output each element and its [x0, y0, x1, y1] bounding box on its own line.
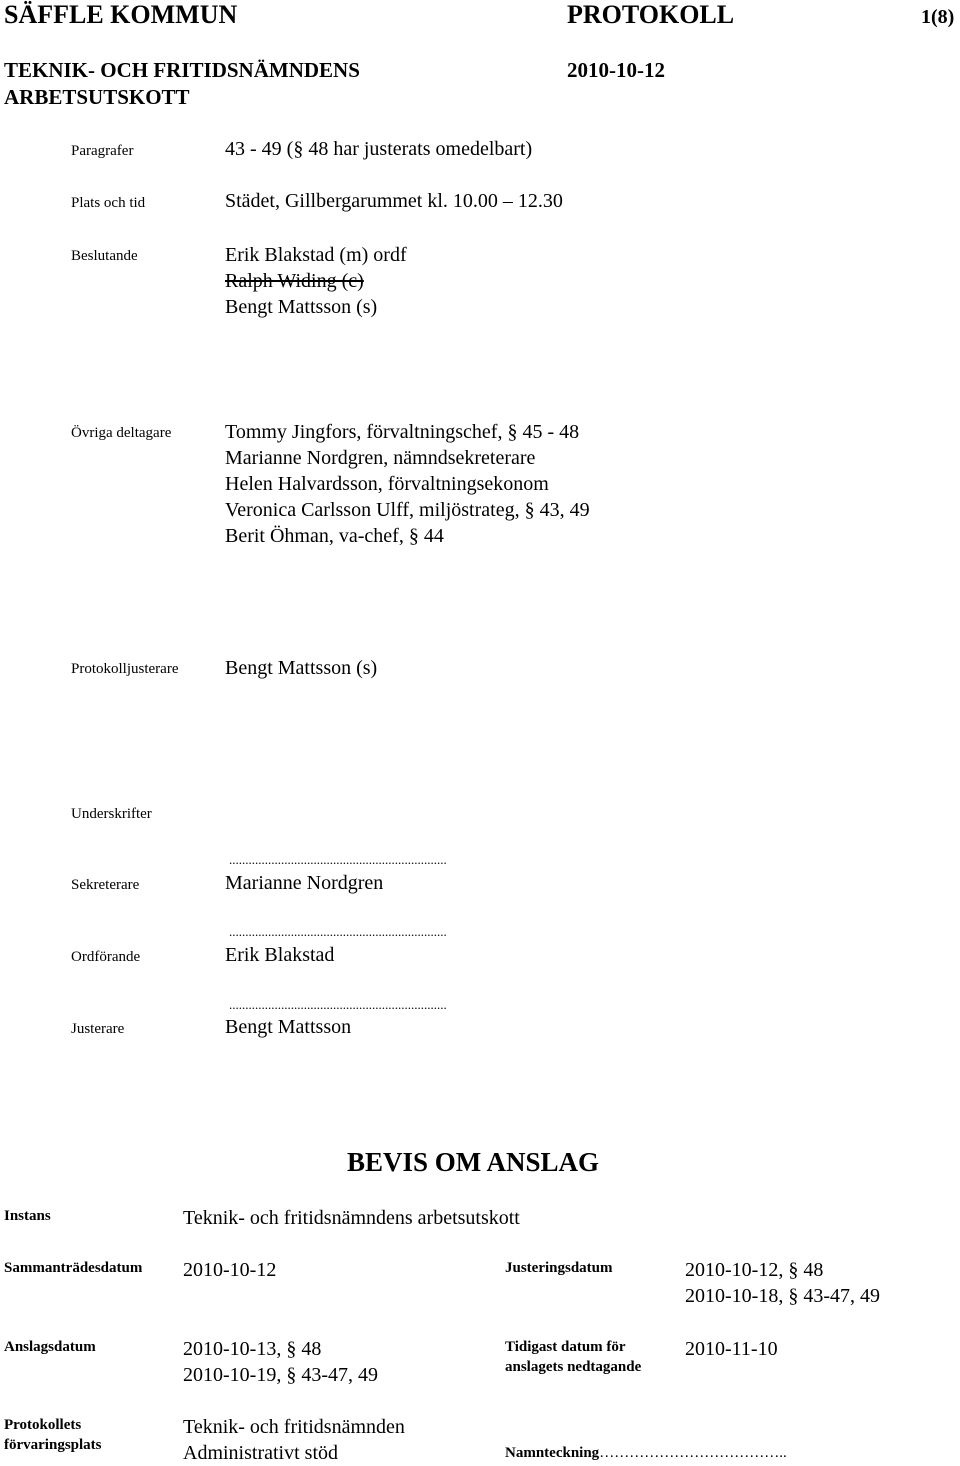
anslagsdatum-value: 2010-10-19, § 43-47, 49: [183, 1364, 378, 1386]
forvaring-label: Protokollets: [4, 1417, 82, 1433]
signature-role-label: Ordförande: [71, 949, 141, 965]
page-number: 1(8): [921, 6, 955, 28]
anslagsdatum-label: Anslagsdatum: [4, 1339, 96, 1355]
namnteckning-line: ………………………………..: [599, 1445, 787, 1461]
underskrifter-heading: Underskrifter: [71, 806, 152, 822]
namnteckning-field: [505, 1445, 787, 1462]
tidigast-value: 2010-11-10: [685, 1338, 778, 1360]
signature-line: ...................................................................: [229, 997, 447, 1012]
ovriga-participant: Tommy Jingfors, förvaltningschef, § 45 - 48: [225, 421, 580, 443]
plats-value: Städet, Gillbergarummet kl. 10.00 – 12.30: [225, 190, 563, 212]
paragrafer-label: Paragrafer: [71, 143, 134, 159]
tidigast-label: Tidigast datum för: [505, 1339, 626, 1355]
justeringsdatum-value: 2010-10-18, § 43-47, 49: [685, 1285, 880, 1307]
forvaring-value: Administrativt stöd: [183, 1442, 338, 1464]
plats-label: Plats och tid: [71, 195, 146, 211]
document-type: PROTOKOLL: [567, 0, 735, 29]
instans-value: Teknik- och fritidsnämndens arbetsutskott: [183, 1207, 520, 1229]
beslutande-member-struck: Ralph Widing (c): [225, 270, 364, 292]
meeting-date: 2010-10-12: [567, 58, 665, 82]
anslagsdatum-value: 2010-10-13, § 48: [183, 1338, 322, 1360]
ovriga-label: Övriga deltagare: [71, 425, 172, 441]
justeringsdatum-label: Justeringsdatum: [505, 1260, 613, 1276]
municipality-name: SÄFFLE KOMMUN: [4, 0, 238, 29]
signature-line: ...................................................................: [229, 924, 447, 939]
sammantradesdatum-value: 2010-10-12: [183, 1259, 277, 1281]
signature-line: ...................................................................: [229, 852, 447, 867]
forvaring-value: Teknik- och fritidsnämnden: [183, 1416, 405, 1438]
sammantradesdatum-label: Sammanträdesdatum: [4, 1260, 143, 1276]
instans-label: Instans: [4, 1208, 51, 1224]
signature-role-label: Justerare: [71, 1021, 125, 1037]
signature-name: Bengt Mattsson: [225, 1016, 352, 1038]
signature-name: Erik Blakstad: [225, 944, 335, 966]
beslutande-label: Beslutande: [71, 248, 138, 264]
namnteckning-label: Namnteckning: [505, 1445, 600, 1461]
signature-role-label: Sekreterare: [71, 877, 140, 893]
paragrafer-value: 43 - 49 (§ 48 har justerats omedelbart): [225, 138, 533, 160]
ovriga-participant: Helen Halvardsson, förvaltningsekonom: [225, 473, 549, 495]
forvaring-label: förvaringsplats: [4, 1437, 102, 1453]
protokolljusterare-label: Protokolljusterare: [71, 661, 179, 677]
committee-name: TEKNIK- OCH FRITIDSNÄMNDENS: [4, 58, 360, 82]
justeringsdatum-value: 2010-10-12, § 48: [685, 1259, 824, 1281]
beslutande-member: Bengt Mattsson (s): [225, 296, 378, 318]
ovriga-participant: Marianne Nordgren, nämndsekreterare: [225, 447, 536, 469]
ovriga-participant: Veronica Carlsson Ulff, miljöstrateg, § 43, 49: [225, 499, 590, 521]
signature-name: Marianne Nordgren: [225, 872, 384, 894]
beslutande-member: Erik Blakstad (m) ordf: [225, 244, 407, 266]
protokolljusterare-value: Bengt Mattsson (s): [225, 657, 378, 679]
ovriga-participant: Berit Öhman, va-chef, § 44: [225, 525, 444, 547]
subcommittee-name: ARBETSUTSKOTT: [4, 85, 190, 109]
notice-title: BEVIS OM ANSLAG: [347, 1147, 600, 1177]
tidigast-label: anslagets nedtagande: [505, 1359, 642, 1375]
